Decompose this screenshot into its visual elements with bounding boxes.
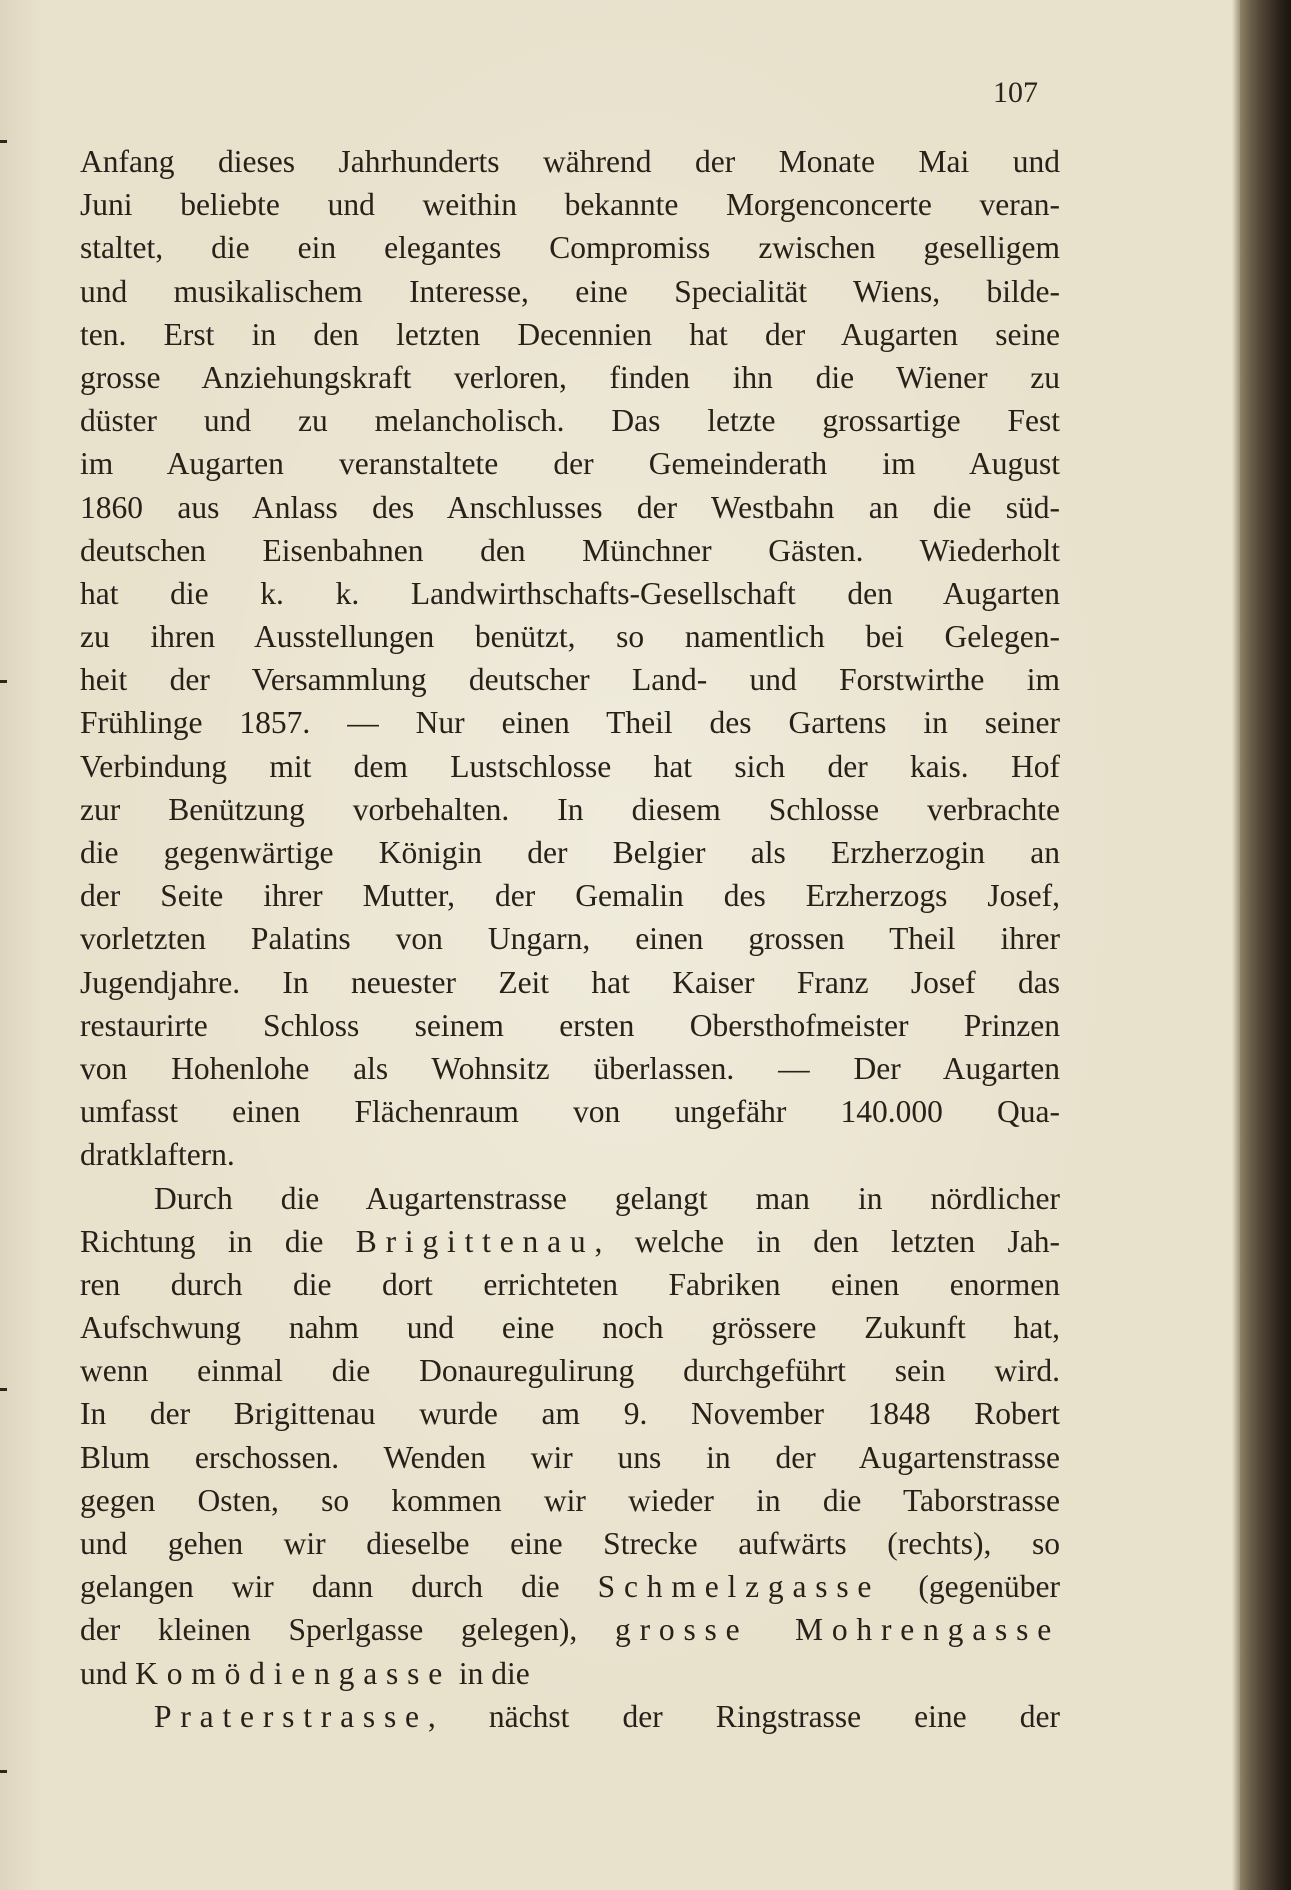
page-edge-shadow bbox=[1232, 0, 1240, 1890]
text-fragment: gelangen wir dann durch die bbox=[80, 1569, 560, 1605]
text-line: heit der Versammlung deutscher Land- und Forstwirthe im bbox=[80, 662, 1060, 698]
text-line: hat die k. k. Landwirthschafts-Gesellschaft den Augarten bbox=[80, 575, 1060, 611]
text-line-composite bbox=[80, 1695, 1060, 1738]
text-line: umfasst einen Flächenraum von ungefähr 140.000 Qua- bbox=[80, 1094, 1060, 1130]
street-name-spaced: Praterstrasse bbox=[154, 1698, 428, 1734]
text-line: zur Benützung vorbehalten. In diesem Schlosse verbrachte bbox=[80, 791, 1060, 827]
text-line: im Augarten veranstaltete der Gemeinderath im August bbox=[80, 446, 1060, 482]
text-fragment: und bbox=[80, 1655, 128, 1691]
text-line: und musikalischem Interesse, eine Specialität Wiens, bilde- bbox=[80, 273, 1060, 309]
text-line: der Seite ihrer Mutter, der Gemalin des Erzherzogs Josef, bbox=[80, 878, 1060, 914]
text-line-composite bbox=[80, 1652, 1060, 1695]
text-fragment: , welche in den letzten Jah- bbox=[594, 1223, 1061, 1259]
text-line: und gehen wir dieselbe eine Strecke aufwärts (rechts), so bbox=[80, 1526, 1060, 1561]
text-line: zu ihren Ausstellungen benützt, so namentlich bei Gelegen- bbox=[80, 619, 1060, 655]
text-line: vorletzten Palatins von Ungarn, einen grossen Theil ihrer bbox=[80, 921, 1060, 957]
text-line: ren durch die dort errichteten Fabriken einen enormen bbox=[80, 1266, 1060, 1302]
place-name-spaced: Brigittenau bbox=[355, 1223, 595, 1259]
book-spine-gutter bbox=[1240, 0, 1291, 1890]
text-line: düster und zu melancholisch. Das letzte grossartige Fest bbox=[80, 403, 1060, 439]
text-line: wenn einmal die Donauregulirung durchgeführt sein wird. bbox=[80, 1353, 1060, 1389]
text-line-composite bbox=[80, 1220, 1060, 1263]
text-line: Durch die Augartenstrasse gelangt man in nördlicher bbox=[154, 1180, 1060, 1216]
page-number: 107 bbox=[993, 76, 1038, 109]
text-line: von Hohenlohe als Wohnsitz überlassen. — Der Augarten bbox=[80, 1050, 1060, 1086]
text-line: Blum erschossen. Wenden wir uns in der Augartenstrasse bbox=[80, 1439, 1060, 1475]
text-fragment: der kleinen Sperlgasse gelegen), bbox=[80, 1612, 578, 1648]
body-text bbox=[80, 140, 1060, 1738]
text-line: restaurirte Schloss seinem ersten Obersthofmeister Prinzen bbox=[80, 1007, 1060, 1043]
text-line: Jugendjahre. In neuester Zeit hat Kaiser Franz Josef das bbox=[80, 964, 1060, 1000]
text-line: Anfang dieses Jahrhunderts während der Monate Mai und bbox=[80, 144, 1060, 179]
text-fragment: Richtung in die bbox=[80, 1223, 324, 1259]
street-name-spaced: Schmelzgasse bbox=[597, 1569, 881, 1605]
text-line: die gegenwärtige Königin der Belgier als Erzherzogin an bbox=[80, 835, 1060, 870]
text-line: deutschen Eisenbahnen den Münchner Gästen. Wiederholt bbox=[80, 532, 1060, 568]
street-name-spaced: grosse Mohrengasse bbox=[615, 1612, 1061, 1648]
text-line: In der Brigittenau wurde am 9. November 1848 Robert bbox=[80, 1396, 1060, 1432]
text-line-composite bbox=[80, 1608, 1060, 1651]
text-line: Aufschwung nahm und eine noch grössere Zukunft hat, bbox=[80, 1310, 1060, 1346]
text-line: Juni beliebte und weithin bekannte Morgenconcerte veran- bbox=[80, 187, 1060, 223]
text-line: Frühlinge 1857. — Nur einen Theil des Gartens in seiner bbox=[80, 705, 1060, 741]
text-fragment: , nächst der Ringstrasse eine der bbox=[427, 1698, 1060, 1734]
text-line: grosse Anziehungskraft verloren, finden ihn die Wiener zu bbox=[80, 359, 1060, 395]
text-line: Verbindung mit dem Lustschlosse hat sich der kais. Hof bbox=[80, 748, 1060, 784]
text-line-composite bbox=[80, 1565, 1060, 1608]
text-line: gegen Osten, so kommen wir wieder in die Taborstrasse bbox=[80, 1482, 1060, 1518]
text-line: staltet, die ein elegantes Compromiss zwischen geselligem bbox=[80, 230, 1060, 266]
text-line: 1860 aus Anlass des Anschlusses der Westbahn an die süd- bbox=[80, 489, 1060, 525]
street-name-spaced: Komödiengasse bbox=[135, 1655, 451, 1691]
text-line: dratklaftern. bbox=[80, 1137, 235, 1173]
text-line: ten. Erst in den letzten Decennien hat der Augarten seine bbox=[80, 316, 1060, 352]
binding-marks bbox=[0, 0, 12, 1890]
text-fragment: in die bbox=[451, 1655, 530, 1691]
text-fragment: (gegenüber bbox=[880, 1569, 1060, 1605]
